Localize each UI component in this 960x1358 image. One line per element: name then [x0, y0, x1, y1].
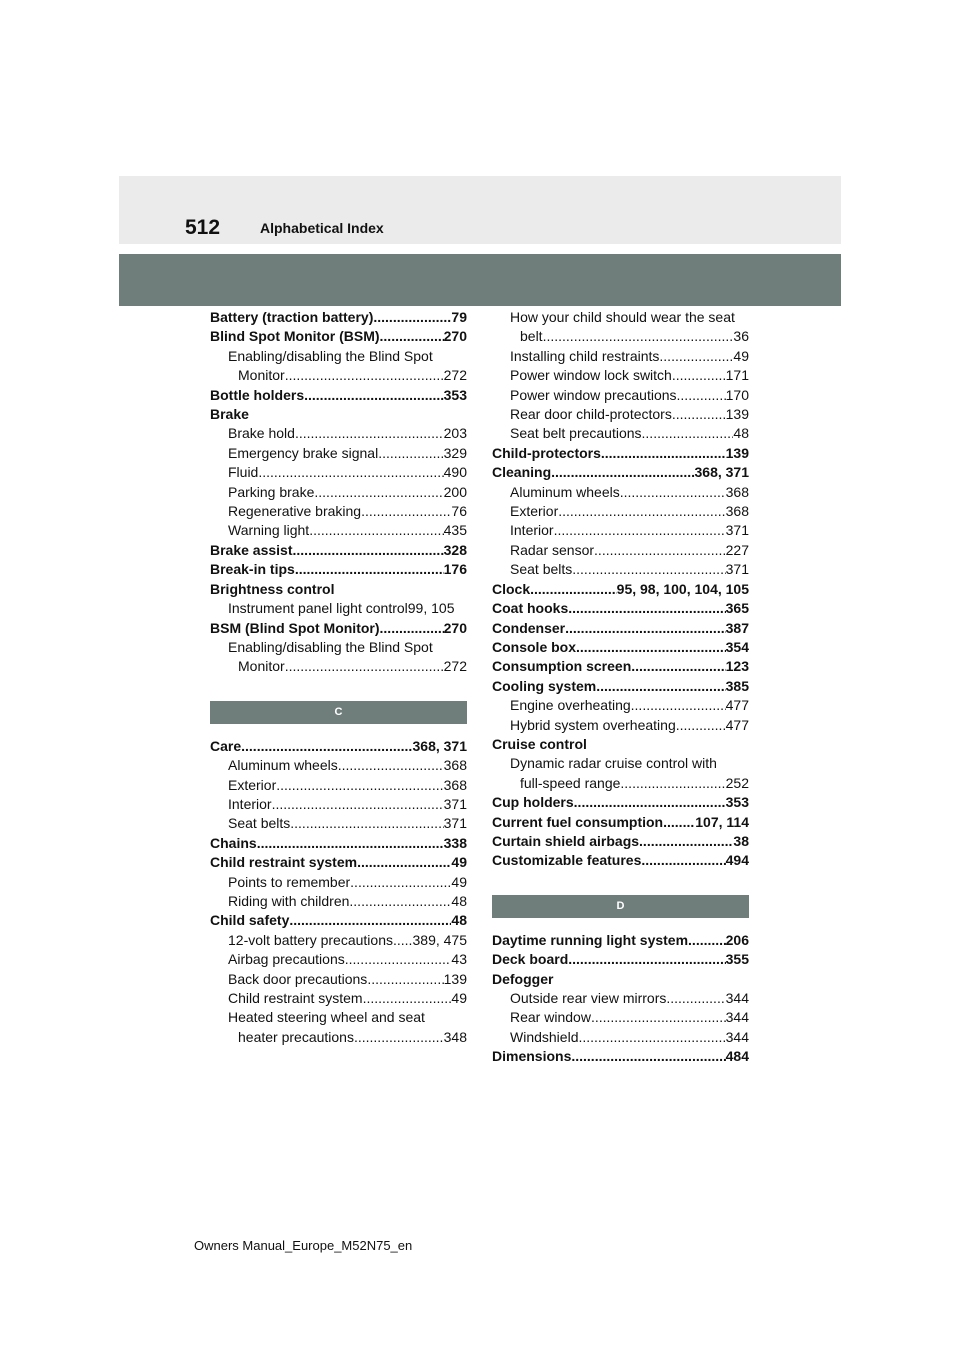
index-subentry: Instrument panel light control99, 105	[228, 600, 455, 617]
index-subentry: Engine overheating ..... 477	[492, 696, 749, 715]
index-subentry: Power window precautions ..... 170	[492, 386, 749, 405]
index-heading: Brightness control	[210, 580, 335, 597]
index-subentry: Outside rear view mirrors ..... 344	[492, 989, 749, 1008]
index-subentry: Exterior ..... 368	[210, 776, 467, 795]
index-heading: Cruise control	[492, 735, 587, 752]
index-heading: Brake	[210, 406, 249, 423]
index-subentry: Rear window ..... 344	[492, 1008, 749, 1027]
page-footer: Owners Manual_Europe_M52N75_en	[194, 1238, 413, 1253]
index-subentry: Seat belts ..... 371	[210, 814, 467, 833]
index-subentry: Fluid ..... 490	[210, 463, 467, 482]
index-subentry: Enabling/disabling the Blind Spot	[228, 638, 433, 655]
index-entry: Brake assist ..... 328	[210, 541, 467, 560]
index-entry: Console box ..... 354	[492, 638, 749, 657]
index-subentry: Points to remember ..... 49	[210, 873, 467, 892]
index-subentry: Enabling/disabling the Blind Spot	[228, 347, 433, 364]
index-subentry: Child restraint system ..... 49	[210, 989, 467, 1008]
index-subentry: 12-volt battery precautions ..... 389, 475	[210, 931, 467, 950]
index-entry: Current fuel consumption ..... 107, 114	[492, 813, 749, 832]
index-entry: Child restraint system ..... 49	[210, 853, 467, 872]
index-entry: Break-in tips ..... 176	[210, 560, 467, 579]
index-entry: Child-protectors ..... 139	[492, 444, 749, 463]
index-subentry: full-speed range ..... 252	[492, 774, 749, 793]
index-subentry: Seat belt precautions ..... 48	[492, 424, 749, 443]
index-subentry: Hybrid system overheating ..... 477	[492, 716, 749, 735]
index-subentry: Monitor ..... 272	[210, 366, 467, 385]
page-title: Alphabetical Index	[260, 220, 384, 236]
index-entry: Child safety ..... 48	[210, 911, 467, 930]
index-subentry: Monitor ..... 272	[210, 657, 467, 676]
index-subentry: Seat belts ..... 371	[492, 560, 749, 579]
index-subentry: Riding with children ..... 48	[210, 892, 467, 911]
index-entry: Cooling system ..... 385	[492, 677, 749, 696]
index-subentry: Regenerative braking ..... 76	[210, 502, 467, 521]
index-subentry: Heated steering wheel and seat	[228, 1009, 425, 1026]
index-entry: Bottle holders ..... 353	[210, 386, 467, 405]
index-entry: Curtain shield airbags ..... 38	[492, 832, 749, 851]
page-number: 512	[185, 216, 221, 239]
section-header-c: C	[210, 701, 467, 724]
index-subentry: Rear door child-protectors ..... 139	[492, 405, 749, 424]
index-subentry: Power window lock switch ..... 171	[492, 366, 749, 385]
index-column-right	[492, 308, 749, 1067]
index-subentry: Interior ..... 371	[210, 795, 467, 814]
index-entry: Condenser ..... 387	[492, 619, 749, 638]
index-subentry: Aluminum wheels ..... 368	[492, 483, 749, 502]
index-subentry: Radar sensor ..... 227	[492, 541, 749, 560]
index-subentry: Warning light ..... 435	[210, 521, 467, 540]
index-subentry: How your child should wear the seat	[510, 309, 735, 325]
index-subentry: Airbag precautions ..... 43	[210, 950, 467, 969]
index-entry: BSM (Blind Spot Monitor) ..... 270	[210, 619, 467, 638]
section-header-d: D	[492, 895, 749, 918]
index-subentry: Emergency brake signal ..... 329	[210, 444, 467, 463]
index-subentry: Exterior ..... 368	[492, 502, 749, 521]
page-header	[119, 176, 841, 244]
index-entry: Cleaning ..... 368, 371	[492, 463, 749, 482]
index-subentry: Installing child restraints ..... 49	[492, 347, 749, 366]
index-subentry: belt ..... 36	[492, 327, 749, 346]
index-entry: Blind Spot Monitor (BSM) ..... 270	[210, 327, 467, 346]
index-subentry: Windshield ..... 344	[492, 1028, 749, 1047]
index-subentry: Brake hold ..... 203	[210, 424, 467, 443]
index-entry: Coat hooks ..... 365	[492, 599, 749, 618]
index-entry: Dimensions ..... 484	[492, 1047, 749, 1066]
index-subentry: Dynamic radar cruise control with	[510, 755, 717, 772]
index-entry: Chains ..... 338	[210, 834, 467, 853]
index-subentry: Parking brake ..... 200	[210, 483, 467, 502]
index-entry: Deck board ..... 355	[492, 950, 749, 969]
index-entry: Battery (traction battery) ..... 79	[210, 308, 467, 327]
index-entry: Daytime running light system ..... 206	[492, 931, 749, 950]
index-column-left	[210, 308, 467, 1047]
index-entry: Consumption screen ..... 123	[492, 657, 749, 676]
index-subentry: Back door precautions ..... 139	[210, 970, 467, 989]
index-entry: Cup holders ..... 353	[492, 793, 749, 812]
index-heading: Defogger	[492, 970, 554, 987]
header-band	[119, 254, 841, 306]
index-subentry: Aluminum wheels ..... 368	[210, 756, 467, 775]
index-subentry: heater precautions ..... 348	[210, 1028, 467, 1047]
index-entry: Customizable features ..... 494	[492, 851, 749, 870]
index-subentry: Interior ..... 371	[492, 521, 749, 540]
index-entry: Clock ..... 95, 98, 100, 104, 105	[492, 580, 749, 599]
index-entry: Care ..... 368, 371	[210, 737, 467, 756]
